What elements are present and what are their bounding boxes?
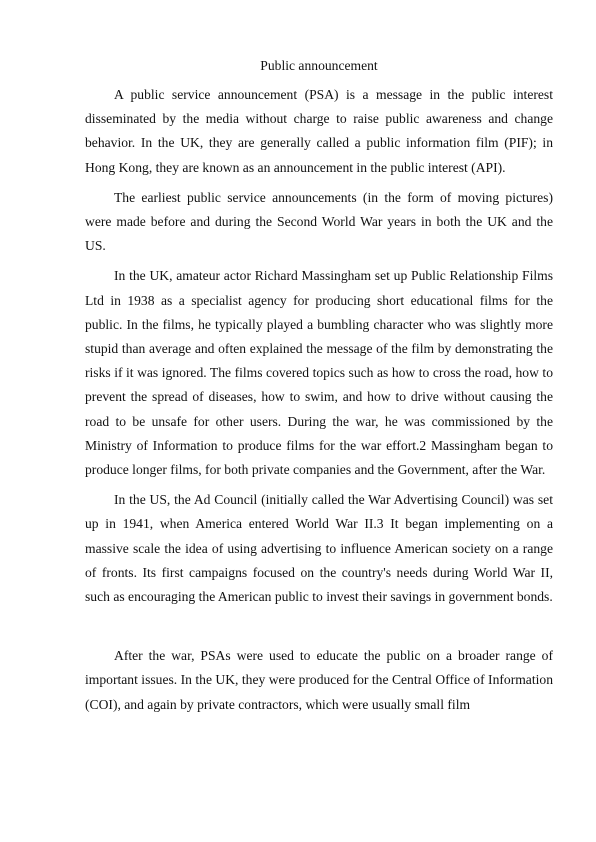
paragraph-uk-massingham: In the UK, amateur actor Richard Massingham set up Public Relationship Films Ltd in 1938 as a specialist agency for producing short educational films for the public. In the films, he typically played a bumbling character who was slightly more stupid than average and often explained the message of the film by demonstrating the risks if it was ignored. The films covered topics such as how to cross the road, how to prevent the spread of diseases, how to swim, and how to drive without causing the road to be unsafe for other users. During the war, he was commissioned by the Ministry of Information to produce films for the war effort.2 Massingham began to produce longer films, for both private companies and the Government, after the War. (85, 268, 553, 478)
paragraph-earliest-psas: The earliest public service announcements (in the form of moving pictures) were made before and during the Second World War years in both the UK and the US. (85, 189, 553, 254)
paragraph-us-ad-council: In the US, the Ad Council (initially called the War Advertising Council) was set up in 1941, when America entered World War II.3 It began implementing on a massive scale the idea of using advertising to influence American society on a range of fronts. Its first campaigns focused on the country's needs during World War II, such as encouraging the American public to invest their savings in government bonds. (85, 492, 553, 605)
paragraph-psa-definition: A public service announcement (PSA) is a message in the public interest disseminated by the media without charge to raise public awareness and change behavior. In the UK, they are generally called a public information film (PIF); in Hong Kong, they are known as an announcement in the public interest (API). (85, 87, 553, 175)
paragraph-after-the-war: After the war, PSAs were used to educate the public on a broader range of important issues. In the UK, they were produced for the Central Office of Information (COI), and again by private contractors, which were usually small film (85, 648, 553, 712)
document-page (85, 56, 553, 723)
document-title: Public announcement (260, 58, 378, 73)
